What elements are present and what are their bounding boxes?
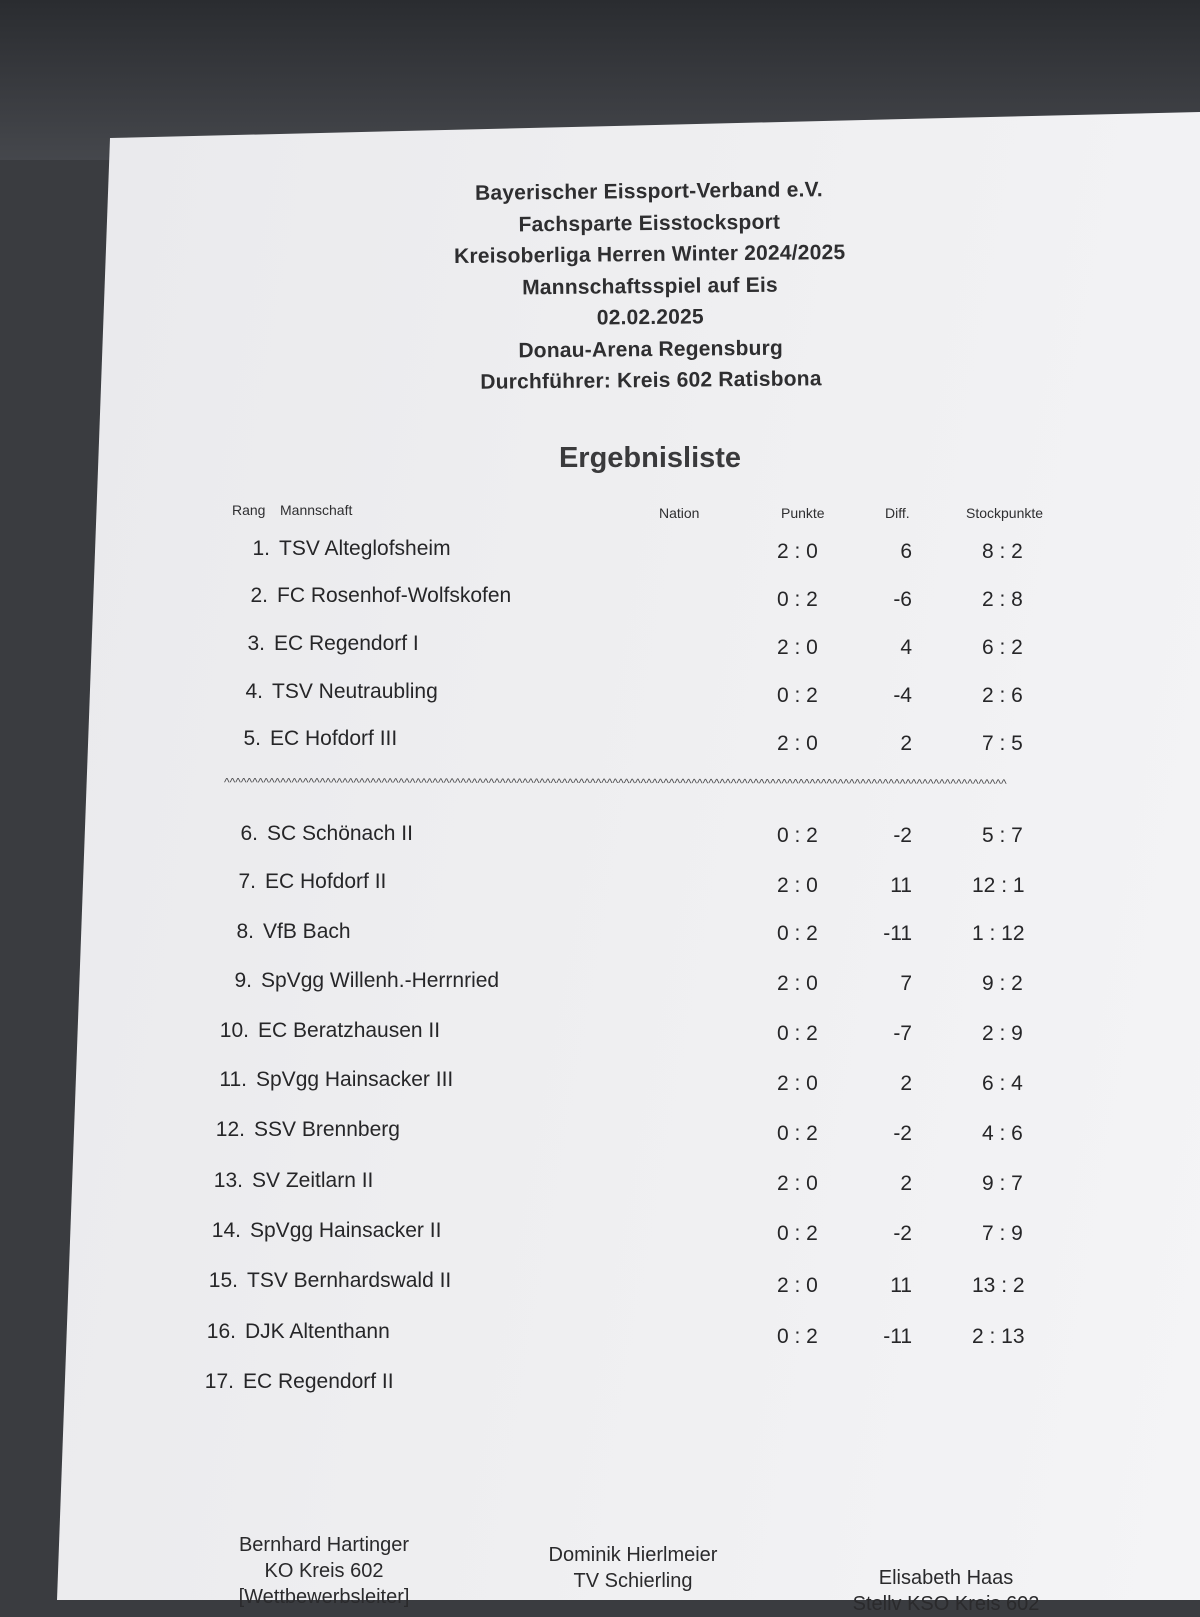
row-rank: 9. — [234, 969, 252, 992]
row-punkte: 0 : 2 — [777, 1325, 818, 1348]
row-stockpunkte: 2 : 8 — [982, 588, 1023, 611]
signature-block-3 — [846, 1565, 1046, 1617]
row-team: TSV Alteglofsheim — [279, 537, 451, 560]
row-stockpunkte: 9 : 7 — [982, 1172, 1023, 1195]
row-punkte: 0 : 2 — [777, 1022, 818, 1045]
row-team: EC Hofdorf II — [265, 870, 387, 893]
header-federation: Bayerischer Eissport-Verband e.V. — [474, 178, 824, 205]
row-stockpunkte: 7 : 5 — [982, 732, 1023, 755]
row-diff: -2 — [893, 1222, 912, 1245]
column-header-diff: Diff. — [885, 505, 910, 521]
row-team: SSV Brennberg — [254, 1118, 400, 1141]
row-punkte: 0 : 2 — [777, 588, 818, 611]
row-diff: 11 — [890, 1274, 912, 1297]
row-diff: -4 — [893, 684, 912, 707]
row-team: SpVgg Hainsacker III — [256, 1068, 454, 1091]
row-stockpunkte: 7 : 9 — [982, 1222, 1023, 1245]
signature-role: KO Kreis 602 — [264, 1560, 384, 1582]
header-competition: Mannschaftsspiel auf Eis — [522, 273, 778, 299]
header-date: 02.02.2025 — [596, 305, 704, 330]
row-diff: 2 — [900, 1072, 912, 1095]
row-punkte: 2 : 0 — [777, 972, 818, 995]
row-team: FC Rosenhof-Wolfskofen — [277, 584, 512, 607]
row-stockpunkte: 2 : 9 — [982, 1022, 1023, 1045]
row-rank: 15. — [208, 1269, 238, 1292]
row-rank: 7. — [238, 870, 256, 893]
row-team: VfB Bach — [263, 920, 351, 943]
row-punkte: 2 : 0 — [777, 1274, 818, 1297]
row-punkte: 0 : 2 — [777, 922, 818, 945]
group-separator: ^^^^^^^^^^^^^^^^^^^^^^^^^^^^^^^^^^^^^^^^^^^^^^^^^^^^^^^^^^^^^^^^^^^^^^^^^^^^^^^^^^^^^^^^^^^^^^^^^^^^^^^^^^^^^^^^^^^^^^^^^^^^^^^^^^^^^^^^^^^ — [223, 775, 1007, 791]
row-diff: -11 — [883, 1325, 912, 1348]
column-header-rang: Rang — [232, 502, 266, 518]
row-stockpunkte: 6 : 2 — [982, 636, 1023, 659]
signature-name: Elisabeth Haas — [878, 1567, 1014, 1589]
row-rank: 5. — [243, 727, 261, 750]
row-punkte: 0 : 2 — [777, 684, 818, 707]
signature-extra: [Wettbewerbsleiter] — [238, 1586, 410, 1608]
row-rank: 2. — [250, 584, 268, 607]
row-stockpunkte: 9 : 2 — [982, 972, 1023, 995]
row-rank: 3. — [247, 632, 265, 655]
row-stockpunkte: 6 : 4 — [982, 1072, 1023, 1095]
row-rank: 11. — [219, 1068, 247, 1091]
row-rank: 10. — [219, 1019, 249, 1042]
row-team: EC Regendorf II — [243, 1370, 394, 1393]
row-team: SpVgg Hainsacker II — [250, 1219, 442, 1242]
row-team: EC Regendorf I — [274, 632, 419, 655]
row-diff: -2 — [893, 824, 912, 847]
row-stockpunkte: 8 : 2 — [982, 540, 1023, 563]
row-punkte: 2 : 0 — [777, 1172, 818, 1195]
row-team: EC Hofdorf III — [270, 727, 398, 750]
row-stockpunkte: 12 : 1 — [972, 874, 1025, 897]
row-rank: 16. — [206, 1320, 236, 1343]
row-punkte: 2 : 0 — [777, 874, 818, 897]
row-team: DJK Altenthann — [245, 1320, 390, 1343]
document-header — [399, 173, 901, 399]
row-punkte: 2 : 0 — [777, 636, 818, 659]
row-diff: -2 — [893, 1122, 912, 1145]
signature-role: TV Schierling — [573, 1570, 693, 1592]
row-team: SC Schönach II — [267, 822, 413, 845]
row-diff: 6 — [900, 540, 912, 563]
row-stockpunkte: 1 : 12 — [972, 922, 1025, 945]
column-header-nation: Nation — [659, 505, 700, 521]
row-punkte: 0 : 2 — [777, 1222, 818, 1245]
header-league: Kreisoberliga Herren Winter 2024/2025 — [453, 240, 846, 269]
header-division: Fachsparte Eisstocksport — [518, 210, 781, 236]
row-diff: 2 — [900, 732, 912, 755]
row-stockpunkte: 5 : 7 — [982, 824, 1023, 847]
row-punkte: 2 : 0 — [777, 1072, 818, 1095]
row-punkte: 0 : 2 — [777, 824, 818, 847]
row-stockpunkte: 2 : 13 — [972, 1325, 1025, 1348]
signature-block-2 — [533, 1542, 733, 1594]
column-header-stockpunkte: Stockpunkte — [966, 505, 1044, 521]
row-stockpunkte: 2 : 6 — [982, 684, 1023, 707]
row-rank: 1. — [252, 537, 270, 560]
row-rank: 14. — [211, 1219, 241, 1242]
row-diff: 4 — [900, 636, 912, 659]
row-diff: -11 — [883, 922, 912, 945]
row-team: TSV Bernhardswald II — [247, 1269, 452, 1292]
signature-name: Dominik Hierlmeier — [548, 1544, 718, 1566]
row-punkte: 2 : 0 — [777, 540, 818, 563]
signature-role: Stellv KSO Kreis 602 — [852, 1593, 1040, 1615]
row-diff: -7 — [893, 1022, 912, 1045]
row-diff: 2 — [900, 1172, 912, 1195]
row-rank: 17. — [204, 1370, 234, 1393]
row-diff: -6 — [893, 588, 912, 611]
signature-block-1 — [224, 1532, 424, 1610]
signature-name: Bernhard Hartinger — [238, 1534, 410, 1556]
row-diff: 11 — [890, 874, 912, 897]
column-header-punkte: Punkte — [781, 505, 825, 521]
document-title: Ergebnisliste — [558, 442, 742, 474]
header-organizer: Durchführer: Kreis 602 Ratisbona — [480, 367, 822, 394]
row-punkte: 2 : 0 — [777, 732, 818, 755]
row-team: SV Zeitlarn II — [252, 1169, 374, 1192]
row-team: EC Beratzhausen II — [258, 1019, 441, 1042]
row-rank: 8. — [236, 920, 254, 943]
row-stockpunkte: 13 : 2 — [972, 1274, 1025, 1297]
row-diff: 7 — [900, 972, 912, 995]
row-rank: 4. — [245, 680, 263, 703]
header-venue: Donau-Arena Regensburg — [518, 336, 784, 362]
row-rank: 13. — [213, 1169, 243, 1192]
row-punkte: 0 : 2 — [777, 1122, 818, 1145]
row-rank: 12. — [215, 1118, 245, 1141]
row-team: SpVgg Willenh.-Herrnried — [261, 969, 500, 992]
column-header-mannschaft: Mannschaft — [280, 502, 353, 518]
row-rank: 6. — [240, 822, 258, 845]
row-team: TSV Neutraubling — [272, 680, 438, 703]
row-stockpunkte: 4 : 6 — [982, 1122, 1023, 1145]
